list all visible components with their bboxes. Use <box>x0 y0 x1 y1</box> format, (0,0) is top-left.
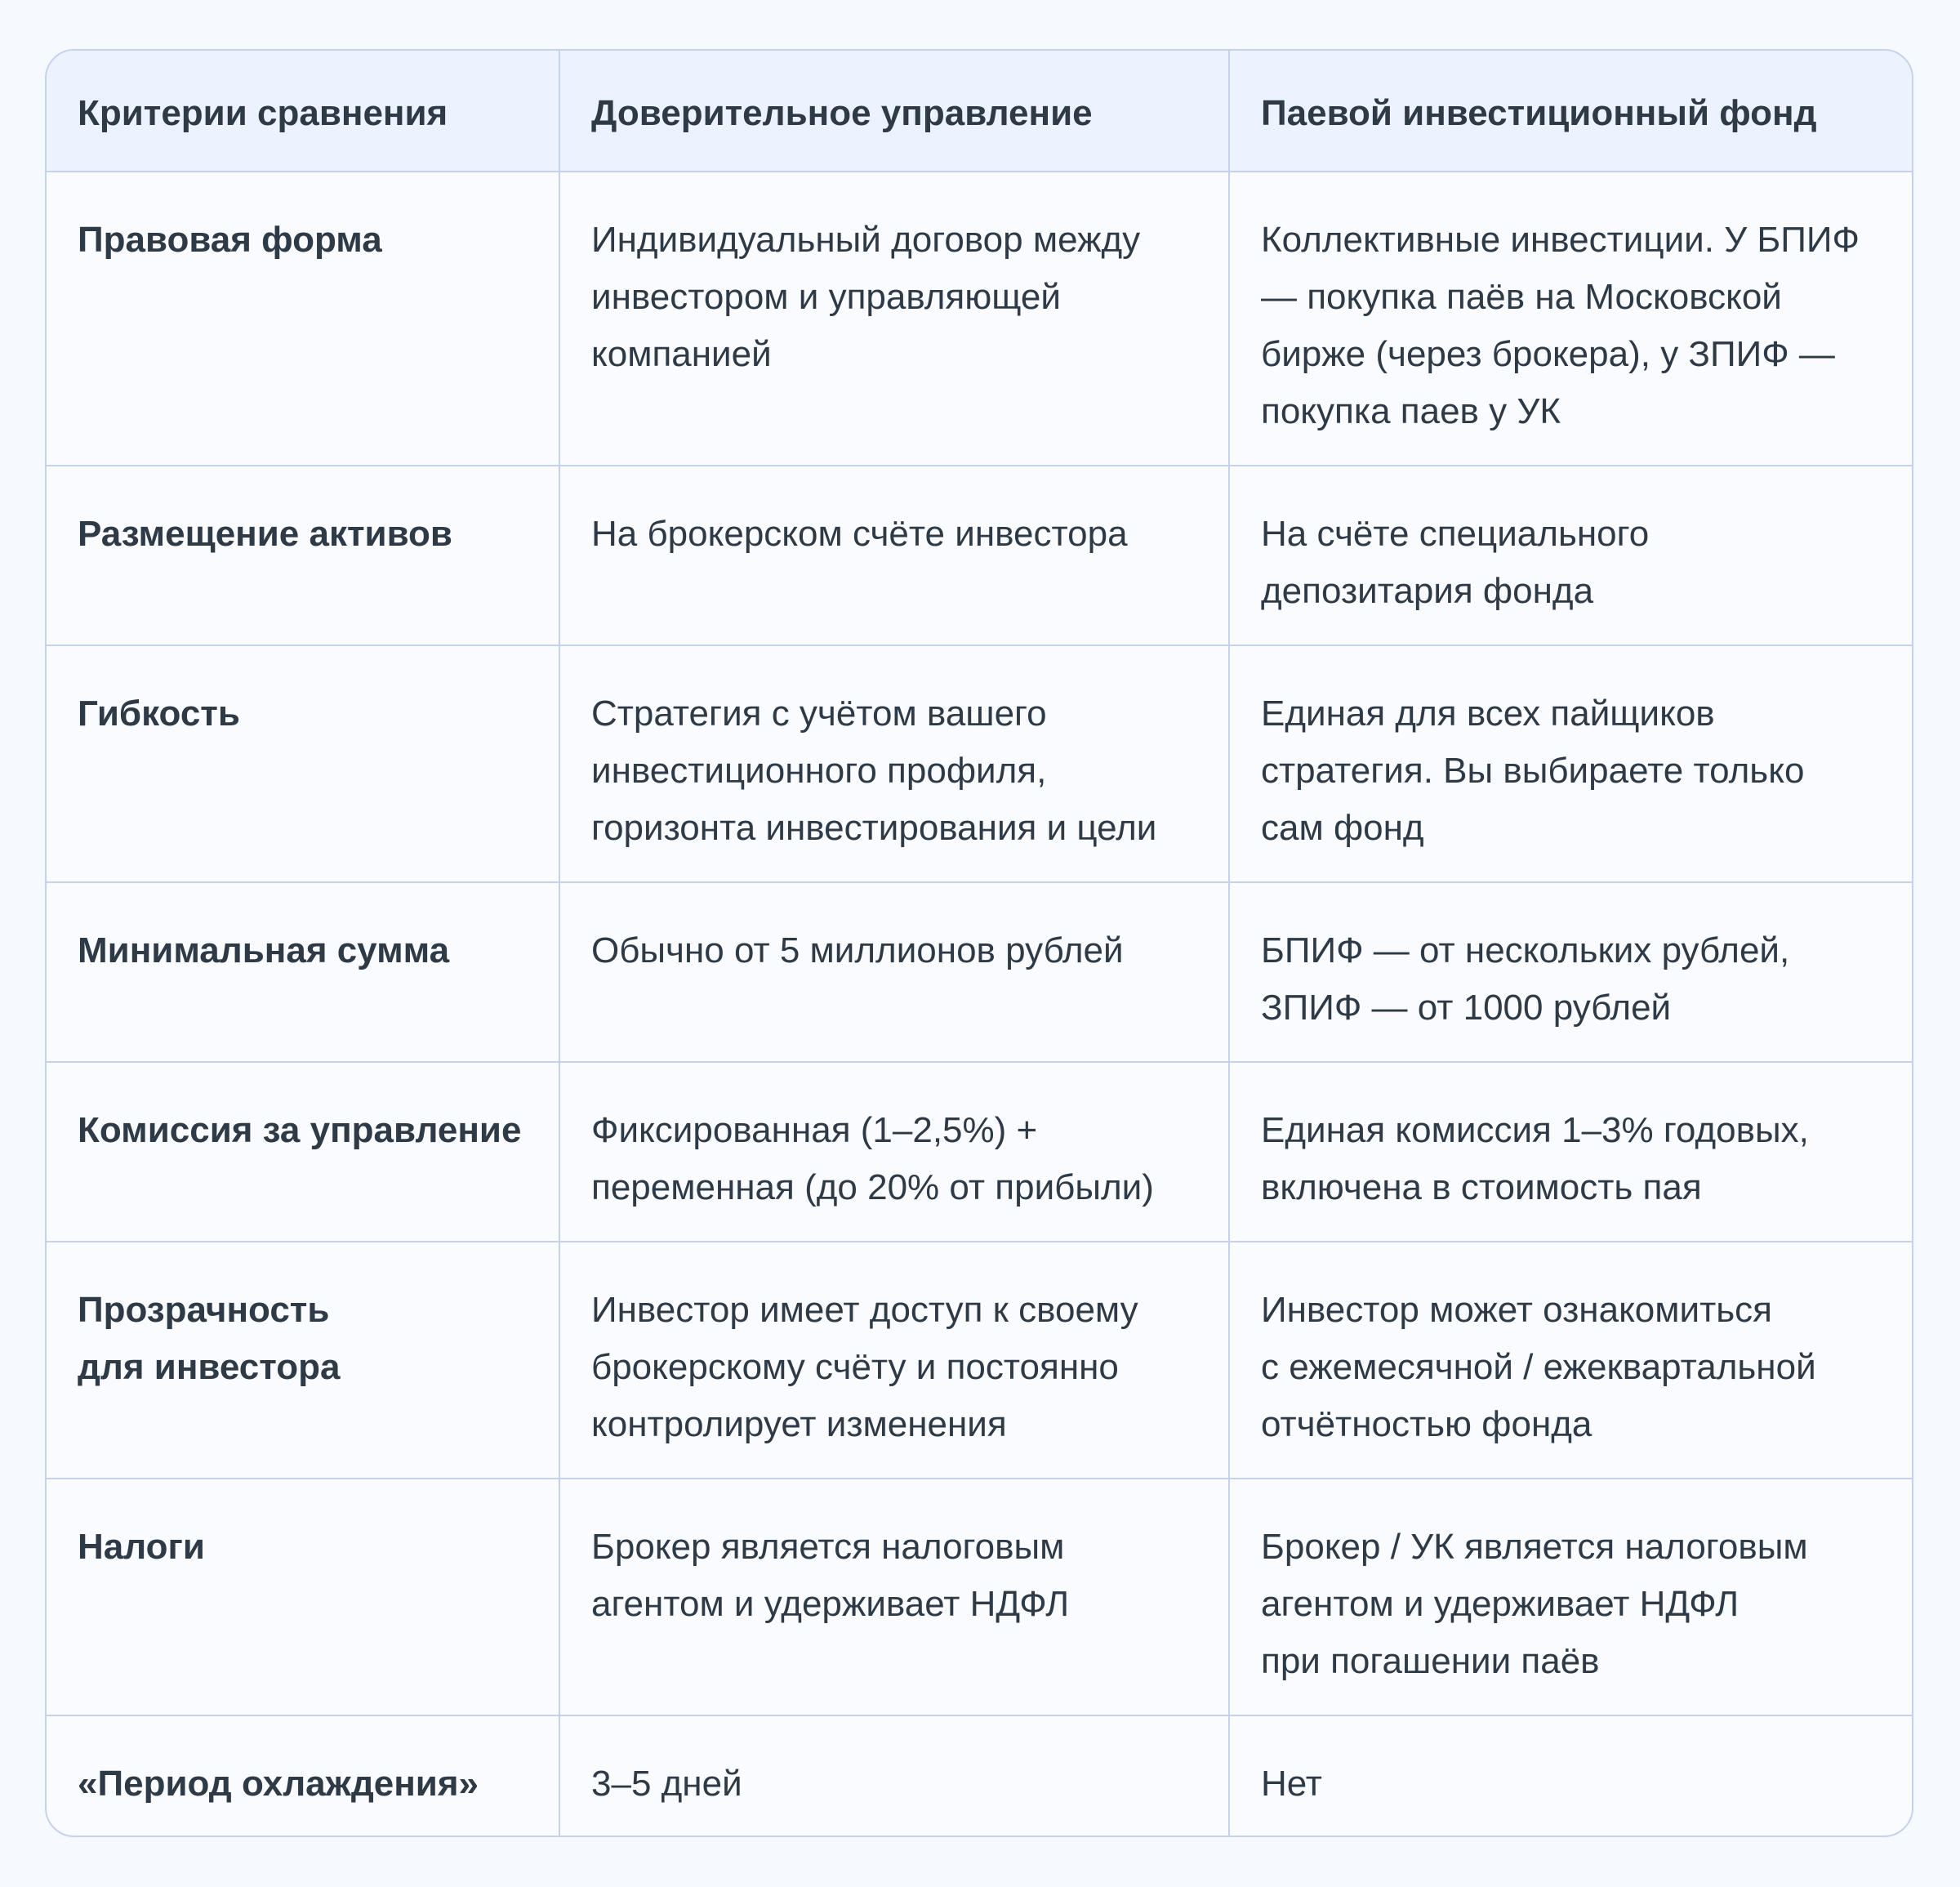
row-fund-value: Коллективные инвестиции. У БПИФ — покупка паёв на Московской бирже (через брокера), у ЗПИФ — покупка паев у УК <box>1229 172 1913 466</box>
row-criterion: Гибкость <box>47 645 559 882</box>
row-trust-value: Брокер является налоговым агентом и удерживает НДФЛ <box>559 1479 1229 1715</box>
row-criterion: Размещение активов <box>47 466 559 645</box>
row-fund-value: Инвестор может ознакомиться с ежемесячной / ежеквартальной отчётностью фонда <box>1229 1242 1913 1479</box>
row-fund-value: Единая для всех пайщиков стратегия. Вы выбираете только сам фонд <box>1229 645 1913 882</box>
row-trust-value: На брокерском счёте инвестора <box>559 466 1229 645</box>
row-trust-value: Индивидуальный договор между инвестором и управляющей компанией <box>559 172 1229 466</box>
row-criterion: Налоги <box>47 1479 559 1715</box>
row-trust-value: Инвестор имеет доступ к своему брокерскому счёту и постоянно контролирует изменения <box>559 1242 1229 1479</box>
row-fund-value: На счёте специального депозитария фонда <box>1229 466 1913 645</box>
row-trust-value: Стратегия с учётом вашего инвестиционного профиля, горизонта инвестирования и цели <box>559 645 1229 882</box>
row-trust-value: Фиксированная (1–2,5%) + переменная (до 20% от прибыли) <box>559 1062 1229 1242</box>
row-fund-value: Нет <box>1229 1715 1913 1837</box>
comparison-table <box>47 51 1913 1837</box>
row-criterion: Правовая форма <box>47 172 559 466</box>
table-row <box>47 1062 1913 1242</box>
table-row <box>47 645 1913 882</box>
row-trust-value: 3–5 дней <box>559 1715 1229 1837</box>
table-row <box>47 1242 1913 1479</box>
row-fund-value: БПИФ — от нескольких рублей, ЗПИФ — от 1000 рублей <box>1229 882 1913 1062</box>
table-row <box>47 1479 1913 1715</box>
comparison-table-card <box>45 49 1913 1837</box>
table-row <box>47 172 1913 466</box>
row-criterion: Комиссия за управление <box>47 1062 559 1242</box>
row-fund-value: Единая комиссия 1–3% годовых, включена в стоимость пая <box>1229 1062 1913 1242</box>
header-trust-management: Доверительное управление <box>559 51 1229 172</box>
header-mutual-fund: Паевой инвестиционный фонд <box>1229 51 1913 172</box>
row-criterion: Прозрачность для инвестора <box>47 1242 559 1479</box>
row-criterion: «Период охлаждения» <box>47 1715 559 1837</box>
row-criterion: Минимальная сумма <box>47 882 559 1062</box>
row-fund-value: Брокер / УК является налоговым агентом и удерживает НДФЛ при погашении паёв <box>1229 1479 1913 1715</box>
table-row <box>47 882 1913 1062</box>
table-row <box>47 466 1913 645</box>
row-trust-value: Обычно от 5 миллионов рублей <box>559 882 1229 1062</box>
table-header-row <box>47 51 1913 172</box>
header-criteria: Критерии сравнения <box>47 51 559 172</box>
table-row <box>47 1715 1913 1837</box>
